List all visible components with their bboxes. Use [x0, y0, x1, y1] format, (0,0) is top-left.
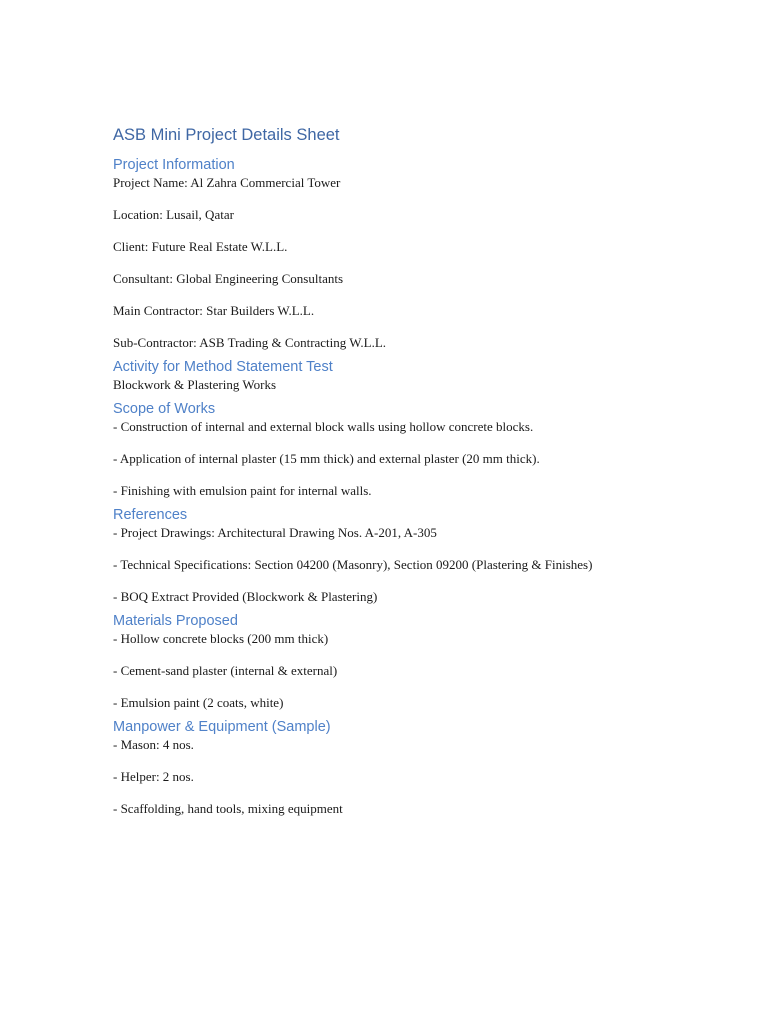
location-line: Location: Lusail, Qatar [113, 207, 234, 222]
main-contractor-line: Main Contractor: Star Builders W.L.L. [113, 303, 315, 318]
section-activity [113, 357, 728, 393]
section-heading: Project Information [113, 157, 235, 173]
scope-line: - Finishing with emulsion paint for internal walls. [113, 483, 372, 498]
section-materials-proposed [113, 611, 728, 711]
reference-line: - Technical Specifications: Section 04200 (Masonry), Section 09200 (Plastering & Finishes) [113, 557, 593, 572]
consultant-line: Consultant: Global Engineering Consultants [113, 271, 344, 286]
reference-line: - BOQ Extract Provided (Blockwork & Plastering) [113, 589, 378, 604]
equipment-line: - Scaffolding, hand tools, mixing equipment [113, 801, 343, 816]
section-manpower-equipment [113, 717, 728, 817]
material-line: - Hollow concrete blocks (200 mm thick) [113, 631, 329, 646]
section-heading: Scope of Works [113, 401, 216, 417]
material-line: - Cement-sand plaster (internal & external) [113, 663, 338, 678]
section-heading: Materials Proposed [113, 613, 238, 629]
section-scope-of-works [113, 399, 728, 499]
material-line: - Emulsion paint (2 coats, white) [113, 695, 284, 710]
sub-contractor-line: Sub-Contractor: ASB Trading & Contracting W.L.L. [113, 335, 387, 350]
section-project-information [113, 155, 728, 351]
manpower-line: - Helper: 2 nos. [113, 769, 194, 784]
section-references [113, 505, 728, 605]
reference-line: - Project Drawings: Architectural Drawing Nos. A-201, A-305 [113, 525, 437, 540]
project-name-line: Project Name: Al Zahra Commercial Tower [113, 175, 341, 190]
activity-line: Blockwork & Plastering Works [113, 377, 277, 392]
manpower-line: - Mason: 4 nos. [113, 737, 194, 752]
section-heading: Activity for Method Statement Test [113, 359, 333, 375]
section-heading: Manpower & Equipment (Sample) [113, 719, 331, 735]
section-heading: References [113, 507, 188, 523]
scope-line: - Construction of internal and external block walls using hollow concrete blocks. [113, 419, 534, 434]
document-title: ASB Mini Project Details Sheet [113, 126, 340, 144]
scope-line: - Application of internal plaster (15 mm thick) and external plaster (20 mm thick). [113, 451, 540, 466]
client-line: Client: Future Real Estate W.L.L. [113, 239, 288, 254]
